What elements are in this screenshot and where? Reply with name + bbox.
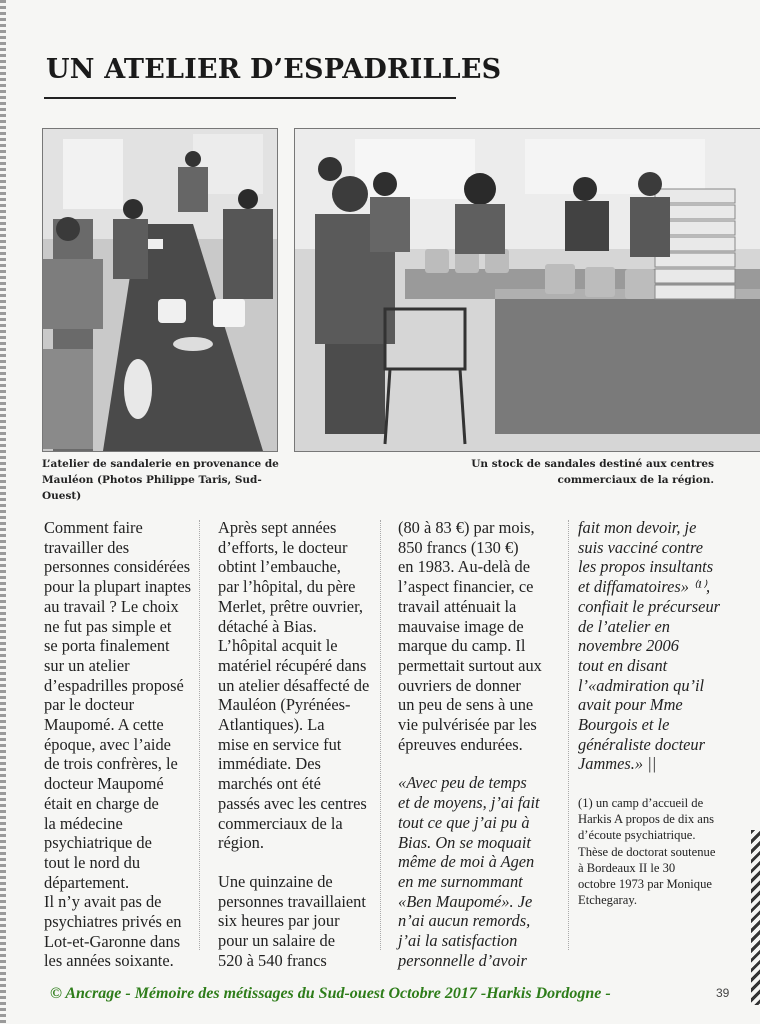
text-line: docteur Maupomé [44, 774, 164, 794]
text-line: généraliste docteur [578, 734, 705, 754]
page-footer [50, 985, 611, 1003]
text-line: l’«admiration qu’il [578, 675, 705, 695]
text-line: «Avec peu de temps [398, 773, 527, 793]
text-line: marchés ont été [218, 774, 321, 794]
text-line: pour la plupart inaptes [44, 577, 192, 597]
text-column-1 [44, 518, 191, 971]
text-line: personnes travaillaient [218, 891, 366, 911]
column-separator [199, 520, 200, 950]
text-line: suis vacciné contre [578, 537, 704, 557]
text-line: 850 francs (130 €) [398, 537, 519, 557]
quote-block [398, 773, 542, 970]
text-line: d’espadrilles proposé [44, 675, 184, 695]
title-underline [44, 97, 456, 99]
text-column-3 [398, 518, 542, 970]
text-line: l’aspect financier, ce [398, 577, 534, 597]
caption-line: Un stock de sandales destiné aux centres [471, 458, 714, 470]
text-line: vie pulvérisée par les [398, 715, 537, 735]
page-number: 39 [716, 986, 730, 1000]
text-line: personnelle d’avoir [398, 950, 527, 970]
text-line: Une quinzaine de [218, 871, 333, 891]
footnote-line: Thèse de doctorat soutenue [578, 844, 716, 859]
text-line: travail atténuait la [398, 596, 517, 616]
text-line: tout le nord du [44, 852, 141, 872]
text-line: pour un salaire de [218, 931, 335, 951]
text-line: département. [44, 872, 130, 892]
text-line: Il n’y avait pas de [44, 892, 162, 912]
text-line: un peu de sens à une [398, 695, 534, 715]
text-line: ouvriers de donner [398, 675, 521, 695]
sandal-stock-photo [294, 128, 760, 452]
text-line: L’hôpital acquit le [218, 636, 338, 656]
column-separator [380, 520, 381, 950]
footnote [578, 795, 758, 908]
text-line: par le docteur [44, 695, 135, 715]
text-line: d’efforts, le docteur [218, 537, 348, 557]
text-line: six heures par jour [218, 911, 340, 931]
caption-line: Mauléon (Photos Philippe Taris, Sud-Ouest) [42, 474, 262, 502]
text-line: un atelier désaffecté de [218, 675, 370, 695]
text-line: marque du camp. Il [398, 636, 526, 656]
text-line: personnes considérées [44, 557, 191, 577]
text-line: permettait surtout aux [398, 655, 542, 675]
text-line: épreuves endurées. [398, 734, 523, 754]
text-line: région. [218, 833, 264, 853]
page-edge-left [0, 0, 6, 1024]
text-line: immédiate. Des [218, 754, 321, 774]
text-line: les années soixante. [44, 951, 174, 971]
text-line: époque, avec l’aide [44, 734, 171, 754]
text-line: était en charge de [44, 793, 159, 813]
caption-line: commerciaux de la région. [557, 474, 714, 486]
text-line: matériel récupéré dans [218, 655, 367, 675]
text-line: se porta finalement [44, 636, 170, 656]
text-line: j’ai la satisfaction [398, 931, 518, 951]
text-line: les propos insultants [578, 557, 714, 577]
workshop-photo [42, 128, 278, 452]
workshop-photo-caption [42, 456, 292, 504]
text-line: obtint l’embauche, [218, 557, 341, 577]
text-line: passés avec les centres [218, 793, 367, 813]
text-line: sur un atelier [44, 655, 130, 675]
text-line: confiait le précurseur [578, 596, 721, 616]
text-line: au travail ? Le choix [44, 596, 179, 616]
text-line: par l’hôpital, du père [218, 577, 356, 597]
text-line: ne fut pas simple et [44, 616, 172, 636]
footnote-line: Etchegaray. [578, 893, 637, 908]
text-line: Mauléon (Pyrénées- [218, 695, 351, 715]
copyright-symbol: © [50, 985, 62, 1002]
text-column-4 [578, 518, 720, 774]
text-column-2 [218, 518, 369, 970]
text-line: commerciaux de la [218, 813, 343, 833]
text-line: en me surnommant [398, 871, 523, 891]
text-line: mauvaise image de [398, 616, 524, 636]
text-line: fait mon devoir, je [578, 518, 697, 537]
text-line: 520 à 540 francs [218, 950, 327, 970]
text-line: en 1983. Au-delà de [398, 557, 530, 577]
text-line: tout ce que j’ai pu à [398, 812, 530, 832]
text-line: Jammes.» || [578, 754, 657, 774]
footnote-line: à Bordeaux II le 30 [578, 860, 676, 875]
text-line: de l’atelier en [578, 616, 670, 636]
text-line: Maupomé. A cette [44, 715, 164, 735]
text-line: et de moyens, j’ai fait [398, 793, 540, 813]
caption-line: L’atelier de sandalerie en provenance de [42, 458, 279, 470]
footnote-line: (1) un camp d’accueil de [578, 796, 704, 810]
text-line: même de moi à Agen [398, 852, 535, 872]
text-line: tout en disant [578, 655, 668, 675]
text-line: avait pour Mme [578, 695, 683, 715]
text-line: psychiatres privés en [44, 912, 182, 932]
text-line: mise en service fut [218, 734, 342, 754]
article-title: UN ATELIER D’ESPADRILLES [46, 54, 502, 85]
text-line: la médecine [44, 813, 123, 833]
footnote-line: Harkis A propos de dix ans [578, 812, 715, 827]
text-line: Après sept années [218, 518, 337, 537]
footer-text: Ancrage - Mémoire des métissages du Sud-ouest Octobre 2017 -Harkis Dordogne - [61, 985, 611, 1002]
text-line: Merlet, prêtre ouvrier, [218, 596, 363, 616]
text-line: Bourgois et le [578, 715, 670, 735]
text-line: Comment faire [44, 518, 143, 537]
text-line: (80 à 83 €) par mois, [398, 518, 535, 537]
text-line: Lot-et-Garonne dans [44, 931, 181, 951]
footnote-line: d’écoute psychiatrique. [578, 828, 696, 843]
text-line: psychiatrique de [44, 833, 152, 853]
text-line: détaché à Bias. [218, 616, 317, 636]
footnote-line: octobre 1973 par Monique [578, 877, 712, 892]
sandal-stock-photo-caption [460, 456, 714, 488]
text-line: novembre 2006 [578, 636, 679, 656]
text-line: de trois confrères, le [44, 754, 178, 774]
text-line: n’ai aucun remords, [398, 911, 531, 931]
text-line: «Ben Maupomé». Je [398, 891, 533, 911]
text-line: Bias. On se moquait [398, 832, 531, 852]
text-line: et diffamatoires» ⁽¹⁾, [578, 577, 711, 597]
text-line: Atlantiques). La [218, 715, 325, 735]
text-line: travailler des [44, 537, 130, 557]
column-separator [568, 520, 569, 950]
